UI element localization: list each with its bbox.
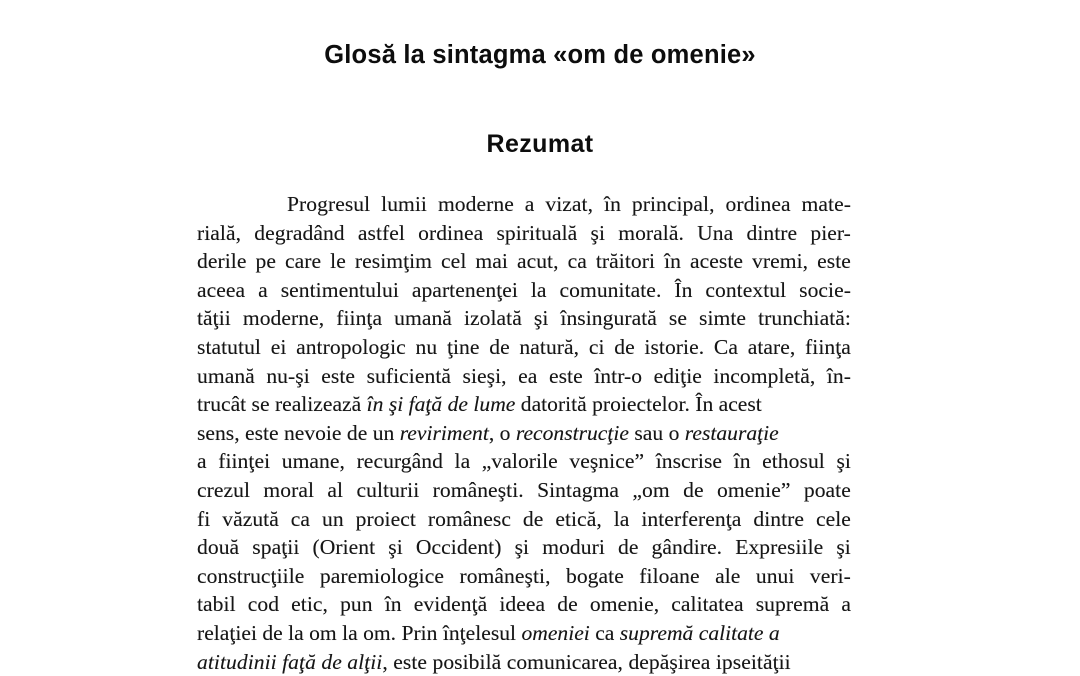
body-text: care xyxy=(285,247,321,276)
body-text: ţine xyxy=(447,333,480,362)
body-text: văzută xyxy=(222,505,279,534)
body-text: sentimentului xyxy=(281,276,399,305)
body-text: moderne, xyxy=(243,304,324,333)
body-text: cod xyxy=(248,590,279,619)
body-text: evidenţă xyxy=(414,590,488,619)
body-text: rială, xyxy=(197,219,241,248)
body-text: a xyxy=(841,590,851,619)
abstract-line xyxy=(197,476,851,505)
abstract-line xyxy=(197,619,851,648)
body-text: în xyxy=(734,447,751,476)
section-heading-rezumat: Rezumat xyxy=(0,130,1080,159)
abstract-line xyxy=(197,362,851,391)
body-text: ordinea xyxy=(418,219,483,248)
body-text: crezul xyxy=(197,476,250,505)
body-text: Occident) xyxy=(416,533,502,562)
body-text: de xyxy=(614,333,634,362)
body-text: şi xyxy=(388,533,403,562)
body-text: izolată xyxy=(464,304,522,333)
body-text: bogate xyxy=(566,562,624,591)
body-text: degradând xyxy=(254,219,344,248)
body-text: gândire. xyxy=(652,533,723,562)
body-text: trucât se realizează xyxy=(197,392,367,416)
body-text: comunitate. xyxy=(560,276,662,305)
body-text: a xyxy=(197,447,207,476)
body-text: cel xyxy=(441,247,466,276)
body-text: umane, xyxy=(282,447,345,476)
body-text: aceea xyxy=(197,276,245,305)
body-text: fi xyxy=(197,505,210,534)
abstract-line xyxy=(197,276,851,305)
body-text: , este posibilă comunicarea, depăşirea ipseităţii xyxy=(382,650,790,674)
abstract-line xyxy=(197,533,851,562)
body-text: lumii xyxy=(381,190,427,219)
body-text: ca xyxy=(568,247,587,276)
body-text: de xyxy=(523,505,543,534)
body-text: veri- xyxy=(810,562,851,591)
abstract-line xyxy=(197,190,851,219)
body-text: spirituală xyxy=(496,219,577,248)
body-text: ca xyxy=(291,505,310,534)
abstract-line xyxy=(197,304,851,333)
body-text: pe xyxy=(255,247,275,276)
body-text: româneşti, xyxy=(459,562,550,591)
abstract-line xyxy=(197,333,851,362)
body-text: românesc xyxy=(428,505,511,534)
body-text: un xyxy=(322,505,344,534)
body-text: fiinţa xyxy=(805,333,851,362)
body-text: Expresiile xyxy=(735,533,823,562)
body-text: socie- xyxy=(799,276,851,305)
body-text: este xyxy=(549,362,583,391)
body-text: şi xyxy=(515,533,530,562)
body-text: relaţiei de la om la om. Prin înţelesul xyxy=(197,621,521,645)
abstract-line xyxy=(197,562,851,591)
body-text: aceste xyxy=(690,247,743,276)
body-text: moral xyxy=(263,476,314,505)
body-text: veşnice” xyxy=(569,447,644,476)
body-text: ideea xyxy=(499,590,545,619)
body-text: În xyxy=(674,276,692,305)
body-text: vremi, xyxy=(752,247,808,276)
abstract-line xyxy=(197,505,851,534)
body-text: a xyxy=(525,190,535,219)
body-text: vizat, xyxy=(545,190,593,219)
body-text: simte xyxy=(699,304,746,333)
body-text: şi xyxy=(534,304,549,333)
body-text: „valorile xyxy=(482,447,558,476)
emphasis-text: în şi faţă de lume xyxy=(367,392,516,416)
body-text: pier- xyxy=(810,219,851,248)
body-text: două xyxy=(197,533,239,562)
body-text: unui xyxy=(756,562,795,591)
body-text: sieşi, xyxy=(463,362,507,391)
body-text: se xyxy=(669,304,687,333)
emphasis-text: reviriment xyxy=(400,421,489,445)
body-text: la xyxy=(614,505,630,534)
body-text: morală. xyxy=(618,219,684,248)
body-text: fiinţei xyxy=(218,447,270,476)
body-text: apartenenţei xyxy=(412,276,518,305)
body-text: de xyxy=(489,333,509,362)
body-text: este xyxy=(817,247,851,276)
body-text: culturii xyxy=(356,476,419,505)
body-text: „om xyxy=(632,476,669,505)
body-text: contextul xyxy=(705,276,786,305)
body-text: nu-şi xyxy=(266,362,309,391)
body-text: ediţie xyxy=(654,362,702,391)
body-text: ordinea xyxy=(725,190,790,219)
body-text: nu xyxy=(416,333,438,362)
body-text: sau o xyxy=(629,421,685,445)
body-text: în xyxy=(664,247,681,276)
body-text: umană xyxy=(394,304,452,333)
body-text: natură, xyxy=(519,333,579,362)
body-text: în xyxy=(385,590,402,619)
emphasis-text: omeniei xyxy=(521,621,589,645)
abstract-line xyxy=(197,219,851,248)
body-text: sens, este nevoie de un xyxy=(197,421,400,445)
body-text: Sintagma xyxy=(537,476,619,505)
emphasis-text: supremă calitate a xyxy=(620,621,780,645)
body-text: derile xyxy=(197,247,246,276)
body-text: etic, xyxy=(291,590,328,619)
body-text: trunchiată: xyxy=(758,304,851,333)
body-text: etică, xyxy=(555,505,601,534)
body-text: antropologic xyxy=(296,333,406,362)
body-text: ale xyxy=(715,562,740,591)
body-text: ei xyxy=(271,333,287,362)
body-text: principal, xyxy=(632,190,715,219)
paragraph-indent xyxy=(197,190,276,219)
body-text: calitatea xyxy=(671,590,743,619)
body-text: suficientă xyxy=(367,362,451,391)
page-title: Glosă la sintagma «om de omenie» xyxy=(0,41,1080,70)
body-text: trăitori xyxy=(596,247,655,276)
body-text: le xyxy=(330,247,346,276)
body-text: şi xyxy=(836,447,851,476)
body-text: poate xyxy=(804,476,851,505)
abstract-line xyxy=(197,419,851,448)
body-text: tabil xyxy=(197,590,236,619)
abstract-line xyxy=(197,590,851,619)
body-text: astfel xyxy=(358,219,405,248)
abstract-line xyxy=(197,390,851,419)
emphasis-text: atitudinii faţă de alţii xyxy=(197,650,382,674)
body-text: de xyxy=(618,533,638,562)
body-text: spaţii xyxy=(252,533,299,562)
body-text: istorie. xyxy=(644,333,704,362)
body-text: paremiologice xyxy=(320,562,444,591)
body-text: Una xyxy=(697,219,733,248)
body-text: ca xyxy=(590,621,620,645)
body-text: omenie, xyxy=(590,590,659,619)
body-text: dintre xyxy=(746,219,797,248)
body-text: (Orient xyxy=(312,533,375,562)
body-text: de xyxy=(557,590,577,619)
abstract-line xyxy=(197,648,851,676)
body-text: într-o xyxy=(594,362,642,391)
body-text: la xyxy=(531,276,547,305)
abstract-line xyxy=(197,247,851,276)
body-text: interferenţa xyxy=(641,505,741,534)
body-text: moduri xyxy=(542,533,605,562)
body-text: filoane xyxy=(639,562,699,591)
body-text: datorită proiectelor. În acest xyxy=(515,392,761,416)
body-text: mate- xyxy=(802,190,851,219)
body-text: supremă xyxy=(756,590,830,619)
body-text: incompletă, xyxy=(713,362,815,391)
body-text: este xyxy=(321,362,355,391)
body-text: moderne xyxy=(438,190,514,219)
body-text: ethosul xyxy=(762,447,825,476)
body-text: resimţim xyxy=(355,247,432,276)
body-text: mai xyxy=(475,247,508,276)
body-text: omenie” xyxy=(717,476,791,505)
body-text: pun xyxy=(340,590,373,619)
body-text: de xyxy=(683,476,703,505)
body-text: în xyxy=(604,190,621,219)
body-text: şi xyxy=(591,219,606,248)
body-text: în- xyxy=(827,362,851,391)
body-text: şi xyxy=(836,533,851,562)
body-text: acut, xyxy=(517,247,559,276)
abstract-paragraph xyxy=(197,190,851,676)
body-text: ea xyxy=(518,362,537,391)
body-text: însingurată xyxy=(560,304,657,333)
body-text: proiect xyxy=(356,505,416,534)
body-text: al xyxy=(327,476,343,505)
body-text: româneşti. xyxy=(433,476,524,505)
body-text: recurgând xyxy=(357,447,443,476)
body-text: a xyxy=(258,276,268,305)
body-text: cele xyxy=(816,505,851,534)
body-text: înscrise xyxy=(656,447,722,476)
body-text: atare, xyxy=(748,333,796,362)
emphasis-text: restauraţie xyxy=(685,421,779,445)
body-text: ci xyxy=(589,333,605,362)
body-text: la xyxy=(455,447,471,476)
body-text: umană xyxy=(197,362,255,391)
abstract-line xyxy=(197,447,851,476)
body-text: construcţiile xyxy=(197,562,304,591)
body-text: statutul xyxy=(197,333,261,362)
body-text: dintre xyxy=(753,505,804,534)
body-text: tăţii xyxy=(197,304,231,333)
emphasis-text: reconstrucţie xyxy=(516,421,629,445)
body-text: Progresul xyxy=(287,190,370,219)
body-text: Ca xyxy=(714,333,738,362)
body-text: , o xyxy=(489,421,516,445)
body-text: fiinţa xyxy=(336,304,382,333)
